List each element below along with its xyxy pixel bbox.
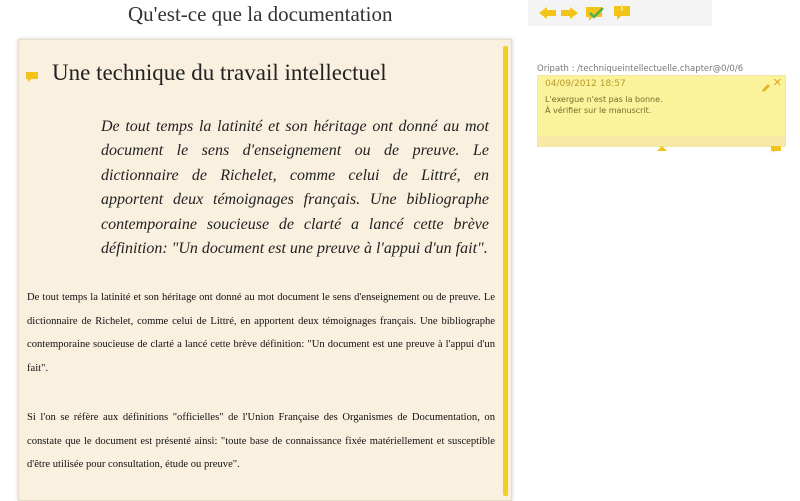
annotation-line: L'exergue n'est pas la bonne. [545,95,663,104]
annotation-card[interactable] [537,75,786,147]
annotation-footer [538,136,785,146]
comment-icon[interactable] [771,138,781,145]
annotation-panel [537,63,786,147]
comment-add-icon[interactable] [612,4,632,22]
annotation-date: 04/09/2012 18:57 [545,79,626,89]
paragraph: De tout temps la latinité et son héritage ont donné au mot document le sens d'enseignement ou de preuve. Le dictionnaire de Richelet, comme celui de Littré, en apportent deux témoignages français. Une bibliographe contemporaine soucieuse de clarté a lancé cette brève définition: "Un document est une preuve à l'appui d'un fait". [27,292,495,374]
pencil-icon[interactable] [761,78,771,88]
annotation-oripath: Oripath : /techniqueintellectuelle.chapter@0/0/6 [537,64,744,74]
close-icon[interactable]: ✕ [772,76,782,89]
scrollbar[interactable] [503,46,508,496]
arrow-right-icon[interactable] [559,4,579,22]
navigation-toolbar [528,0,712,26]
chevron-up-icon[interactable] [656,137,668,145]
page-title: Qu'est-ce que la documentation [128,2,393,26]
arrow-left-icon[interactable] [538,4,558,22]
annotation-line: À vérifier sur le manuscrit. [545,106,652,115]
annotation-text [545,94,663,116]
comment-marker-icon[interactable] [26,69,38,79]
section-heading: Une technique du travail intellectuel [52,60,387,85]
comment-check-icon[interactable] [584,4,604,22]
epigraph: De tout temps la latinité et son héritage ont donné au mot document le sens d'enseignement ou de preuve. Le dictionnaire de Richelet, comme celui de Littré, en apportent deux témoignages français. Une bibliographe contemporaine soucieuse de clarté a lancé cette brève définition: "Un document est une preuve à l'appui d'un fait". [101,118,489,258]
document-panel [18,39,512,501]
paragraph: Si l'on se réfère aux définitions "officielles" de l'Union Française des Organismes de Documentation, on constate que le document est présenté ainsi: "toute base de connaissance fixée matériellement et susceptible d'être utilisée pour consultation, étude ou preuve". [27,412,495,471]
